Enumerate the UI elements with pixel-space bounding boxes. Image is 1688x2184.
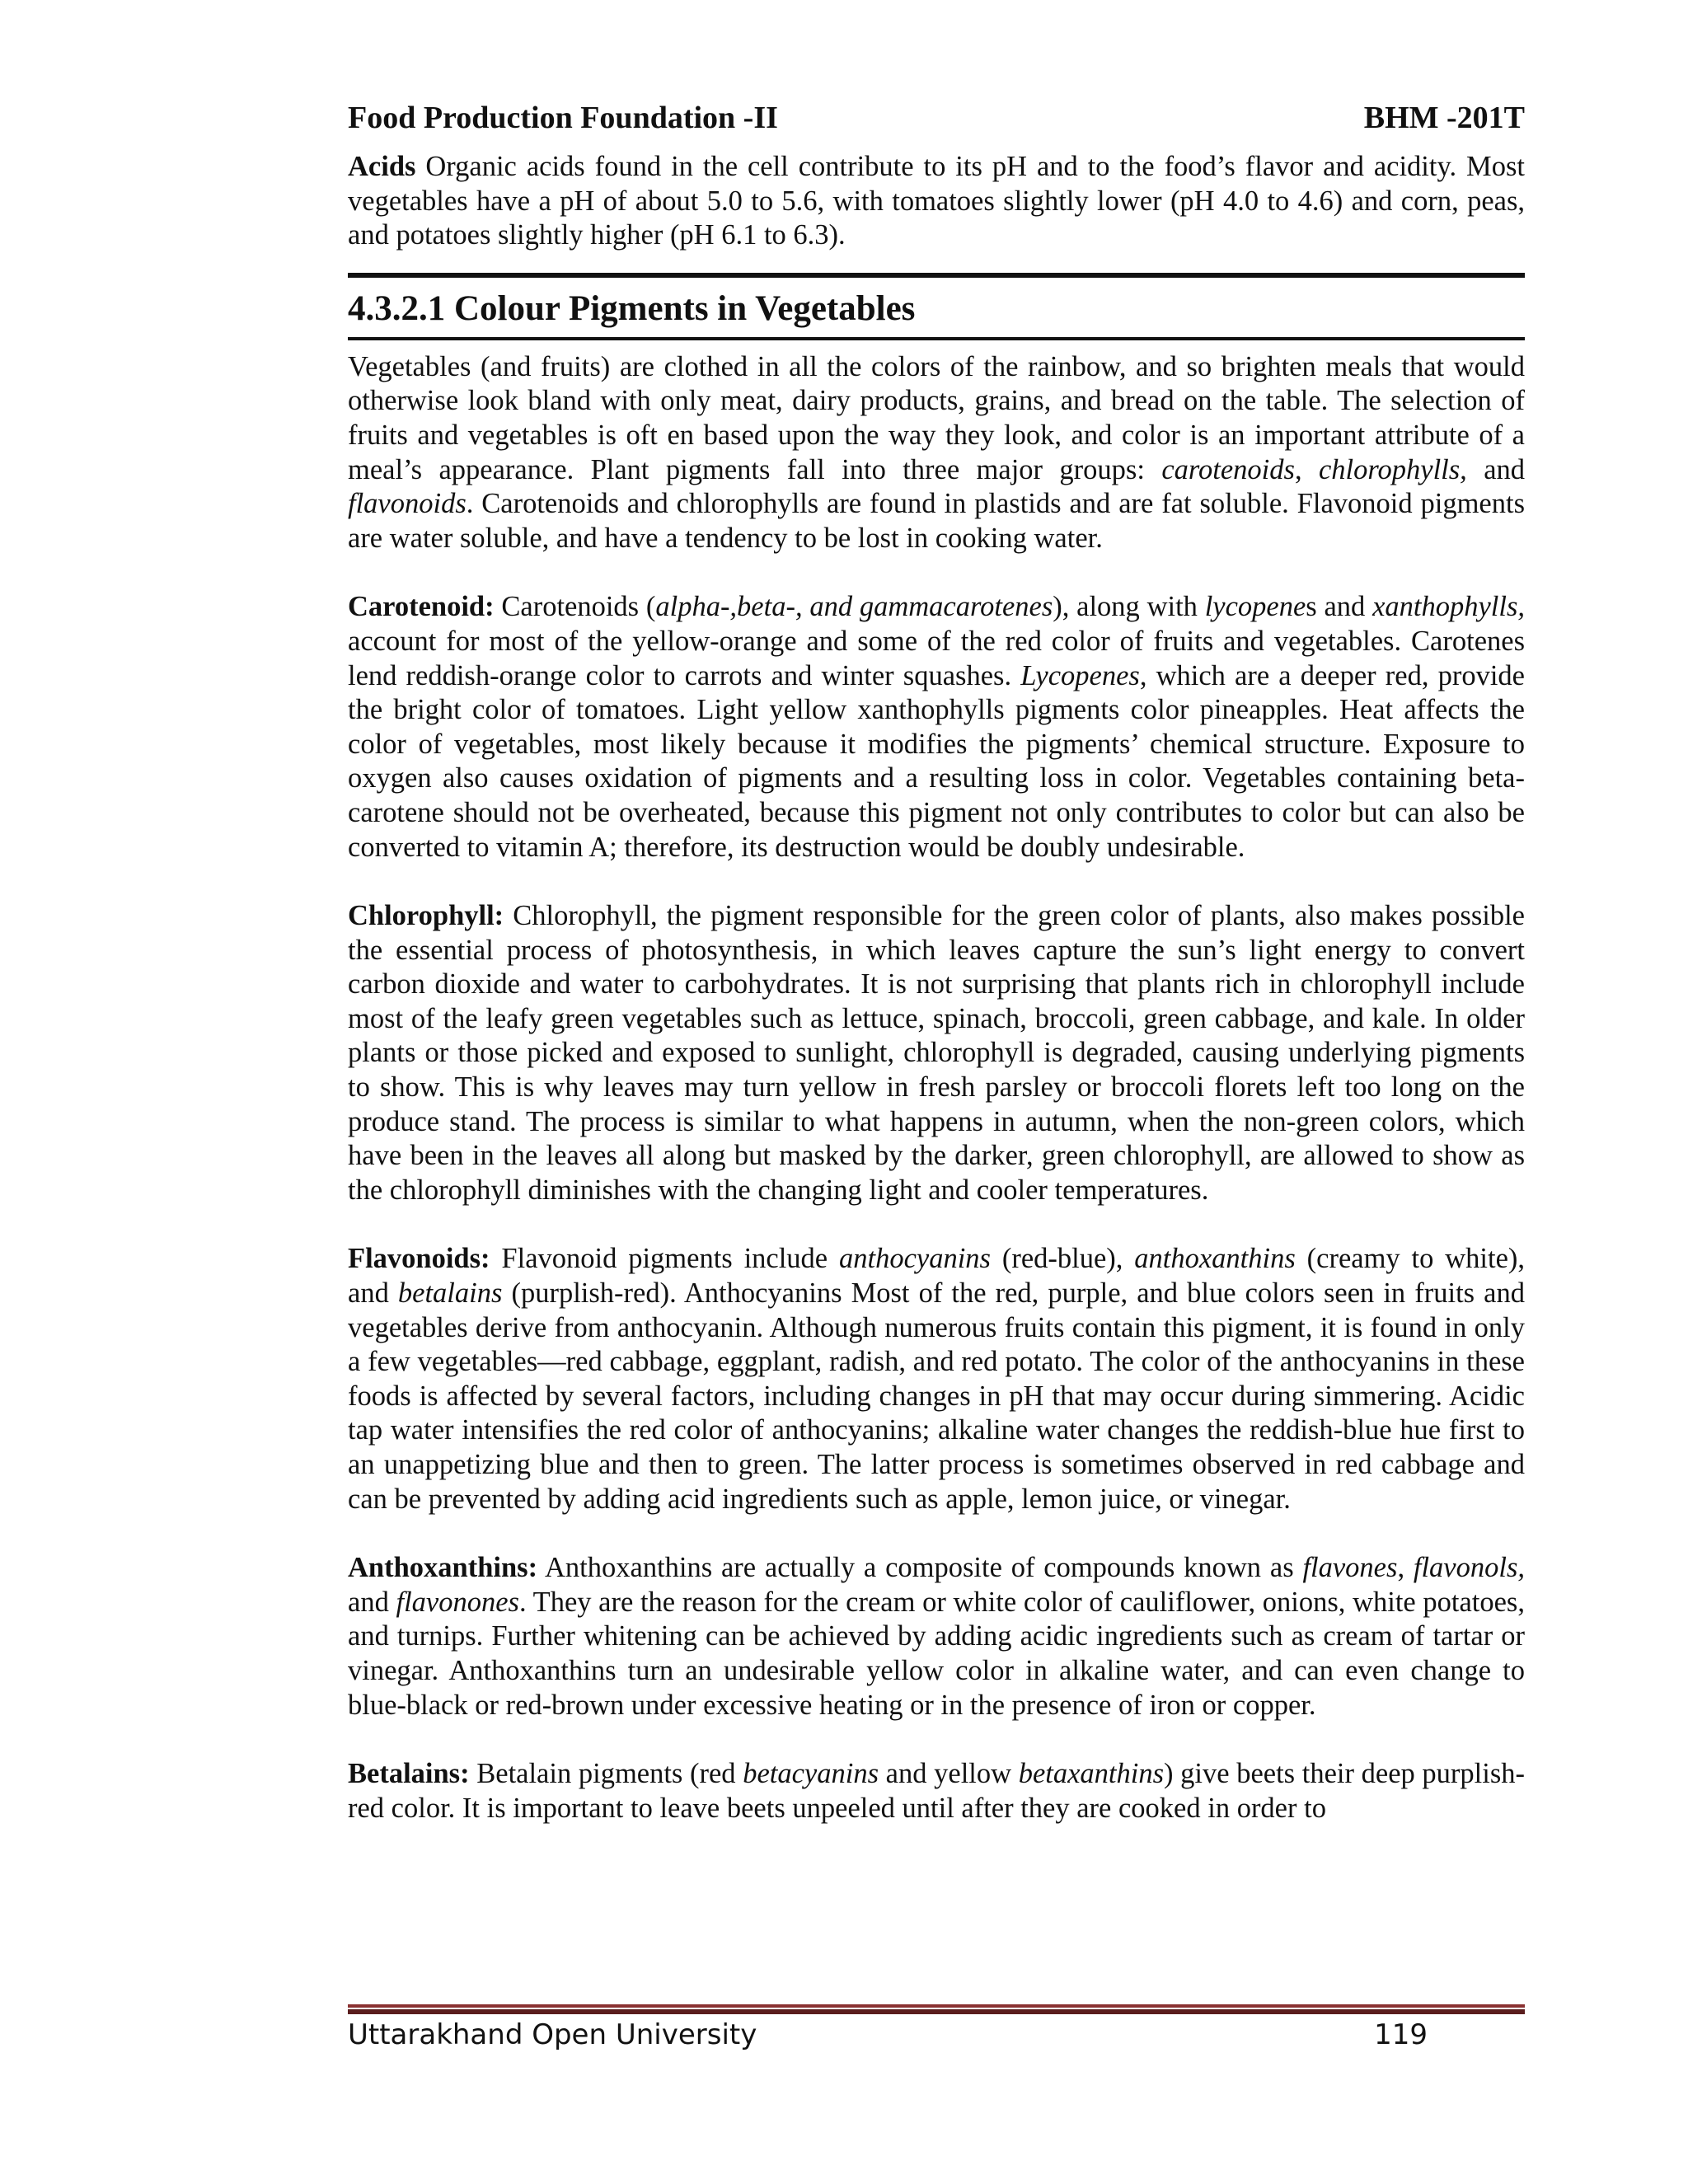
- footer-rule-dark: [348, 2009, 1525, 2014]
- paragraph-text: Organic acids found in the cell contribute to its pH and to the food’s flavor and acidity. Most vegetables have a pH of about 5.0 to 5.6, with tomatoes slightly lower (pH 4.0 to 4.6) and corn, peas, and potatoes slightly higher (pH 6.1 to 6.3).: [348, 151, 1525, 251]
- italic-term: Lycopenes: [1020, 659, 1140, 691]
- paragraph-flavonoids: [348, 1242, 1525, 1516]
- paragraph-betalains: [348, 1757, 1525, 1825]
- italic-term: flavonones: [396, 1586, 519, 1618]
- italic-term: flavones: [1302, 1552, 1398, 1584]
- italic-term: xanthophylls,: [1372, 591, 1525, 623]
- header-course-code: BHM -201T: [1363, 101, 1525, 135]
- text-run: . They are the reason for the cream or white color of cauliflower, onions, white potatoes, and turnips. Further whitening can be achieved by adding acidic ingredients such as cream of tartar or vinegar. Anthoxanthins turn an undesirable yellow color in alkaline water, and can even change to blue-black or red-brown under excessive heating or in the presence of iron or copper.: [348, 1586, 1525, 1721]
- text-run: Flavonoid pigments include: [490, 1243, 839, 1275]
- text-run: ,: [1397, 1552, 1414, 1584]
- italic-term: flavonoids: [348, 488, 467, 520]
- text-run: account for most of the yellow-orange and some of the red color of fruits and vegetables. Carotenes lend reddish-orange color to carrots and winter squashes.: [348, 625, 1525, 691]
- text-run: ,: [1294, 453, 1319, 485]
- text-run: and: [1466, 453, 1526, 485]
- italic-term: chlorophylls,: [1318, 453, 1467, 485]
- paragraph-carotenoid: [348, 590, 1525, 865]
- text-run: and yellow: [879, 1758, 1019, 1790]
- italic-term: anthocyanins: [839, 1243, 991, 1275]
- text-run: ), along with: [1053, 591, 1205, 623]
- paragraph-lead: Flavonoids:: [348, 1243, 490, 1275]
- italic-term: alpha-,beta-, and gammacarotenes: [655, 591, 1053, 623]
- paragraph-lead: Betalains:: [348, 1758, 470, 1790]
- italic-term: anthoxanthins: [1134, 1243, 1296, 1275]
- page-number: 119: [1374, 2018, 1428, 2051]
- paragraph-lead: Chlorophyll:: [348, 900, 504, 932]
- text-run: (purplish-red). Anthocyanins Most of the red, purple, and blue colors seen in fruits and vegetables derive from anthocyanin. Although numerous fruits contain this pigment, it is found in only a few vegetables—red cabbage, eggplant, radish, and red potato. The color of the anthocyanins in these foods is affected by several factors, including changes in pH that may occur during simmering. Acidic tap water intensifies the red color of anthocyanins; alkaline water changes the reddish-blue hue first to an unappetizing blue and then to green. The latter process is sometimes observed in red cabbage and can be prevented by adding acid ingredients such as apple, lemon juice, or vinegar.: [348, 1277, 1525, 1515]
- section-heading: 4.3.2.1 Colour Pigments in Vegetables: [348, 273, 1525, 340]
- paragraph-anthoxanthins: [348, 1551, 1525, 1722]
- paragraph-lead: Anthoxanthins:: [348, 1552, 538, 1584]
- italic-term: carotenoids: [1161, 453, 1295, 485]
- text-run: Anthoxanthins are actually a composite of compounds known as: [537, 1552, 1303, 1584]
- text-run: ) give beets their deep purplish-red color. It is important to leave beets unpeeled until after they are cooked in order to: [348, 1758, 1525, 1824]
- paragraph-intro: [348, 350, 1525, 556]
- italic-term: betacyanins: [743, 1758, 879, 1790]
- text-run: (creamy to white), and: [348, 1243, 1525, 1310]
- italic-term: lycopene: [1204, 591, 1306, 623]
- footer-institution: Uttarakhand Open University: [348, 2018, 757, 2051]
- text-run: Carotenoids (: [494, 591, 656, 623]
- paragraph-lead: Carotenoid:: [348, 591, 495, 623]
- document-page: [348, 97, 1525, 1860]
- paragraph-chlorophyll: [348, 899, 1525, 1207]
- running-header: [348, 97, 1525, 138]
- text-run: Betalain pigments (red: [469, 1758, 743, 1790]
- text-run: Vegetables (and fruits) are clothed in all the colors of the rainbow, and so brighten meals that would otherwise look bland with only meat, dairy products, grains, and bread on the table. The selection of fruits and vegetables is oft en based upon the way they look, and color is an important attribute of a meal’s appearance. Plant pigments fall into three major groups:: [348, 350, 1525, 485]
- italic-term: betalains: [397, 1277, 503, 1310]
- footer-divider: [348, 2004, 1525, 2014]
- text-run: (red-blue),: [990, 1243, 1135, 1275]
- page-footer: [348, 2016, 1428, 2054]
- header-course-title: Food Production Foundation -II: [348, 101, 778, 135]
- text-run: , which are a deeper red, provide the bright color of tomatoes. Light yellow xanthophylls pigments color pineapples. Heat affects the color of vegetables, most likely because it modifies the pigments’ chemical structure. Exposure to oxygen also causes oxidation of pigments and a resulting loss in color. Vegetables containing beta-carotene should not be overheated, because this pigment not only contributes to color but can also be converted to vitamin A; therefore, its destruction would be doubly undesirable.: [348, 659, 1525, 863]
- text-run: s and: [1306, 591, 1373, 623]
- paragraph-acids: [348, 150, 1525, 253]
- paragraph-text: Chlorophyll, the pigment responsible for the green color of plants, also makes possible the essential process of photosynthesis, in which leaves capture the sun’s light energy to convert carbon dioxide and water to carbohydrates. It is not surprising that plants rich in chlorophyll include most of the leafy green vegetables such as lettuce, spinach, broccoli, green cabbage, and kale. In older plants or those picked and exposed to sunlight, chlorophyll is degraded, causing underlying pigments to show. This is why leaves may turn yellow in fresh parsley or broccoli florets left too long on the produce stand. The process is similar to what happens in autumn, when the non-green colors, which have been in the leaves all along but masked by the darker, green chlorophyll, are allowed to show as the chlorophyll diminishes with the changing light and cooler temperatures.: [348, 900, 1525, 1206]
- italic-term: betaxanthins: [1018, 1758, 1165, 1790]
- text-run: and: [348, 1586, 396, 1618]
- text-run: . Carotenoids and chlorophylls are found in plastids and are fat soluble. Flavonoid pigments are water soluble, and have a tendency to be lost in cooking water.: [348, 488, 1525, 554]
- italic-term: flavonols,: [1413, 1552, 1526, 1584]
- paragraph-lead: Acids: [348, 151, 416, 182]
